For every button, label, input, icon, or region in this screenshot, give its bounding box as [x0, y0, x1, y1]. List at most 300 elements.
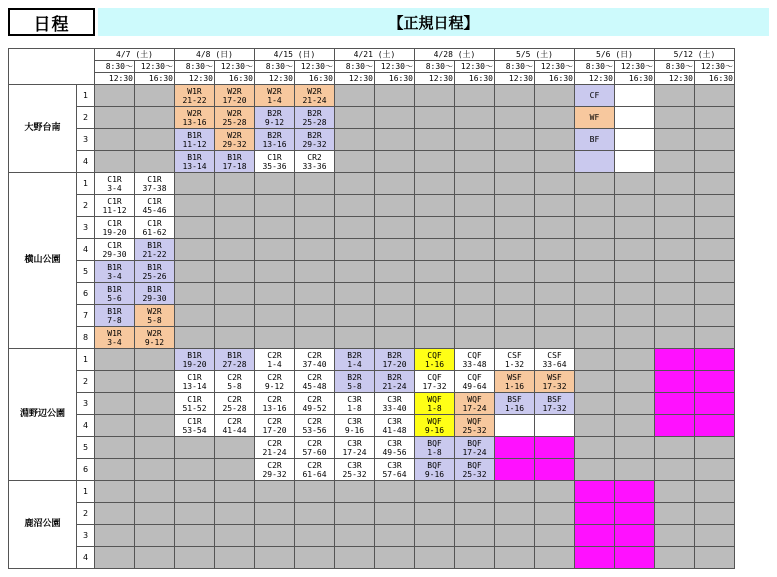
- match-code: BF: [589, 135, 600, 144]
- schedule-cell: [335, 327, 375, 349]
- match-code: W2R: [147, 306, 162, 316]
- schedule-cell: [95, 173, 135, 195]
- time-slot-header: 12:30〜: [535, 61, 575, 73]
- schedule-cell: [495, 85, 535, 107]
- schedule-cell: [655, 151, 695, 173]
- match-numbers: 29-32: [222, 139, 247, 149]
- court-number: 4: [77, 415, 95, 437]
- schedule-cell: [95, 239, 135, 261]
- schedule-cell: [655, 503, 695, 525]
- schedule-cell: [335, 305, 375, 327]
- schedule-cell: [415, 173, 455, 195]
- schedule-cell: [255, 151, 295, 173]
- match-numbers: 45-46: [142, 205, 167, 215]
- schedule-cell: [455, 261, 495, 283]
- match-code: C1R: [187, 416, 202, 426]
- schedule-cell: [655, 217, 695, 239]
- schedule-cell: [255, 459, 295, 481]
- schedule-cell: [255, 261, 295, 283]
- schedule-cell: [215, 415, 255, 437]
- schedule-cell: [495, 305, 535, 327]
- schedule-cell: [455, 283, 495, 305]
- schedule-cell: [295, 547, 335, 569]
- schedule-cell: [335, 503, 375, 525]
- schedule-cell: [175, 107, 215, 129]
- schedule-cell: [375, 261, 415, 283]
- schedule-cell: [215, 151, 255, 173]
- schedule-cell: [415, 525, 455, 547]
- schedule-cell: [455, 459, 495, 481]
- match-numbers: 17-24: [462, 403, 487, 413]
- schedule-cell: [535, 393, 575, 415]
- schedule-cell: [175, 195, 215, 217]
- schedule-cell: [215, 371, 255, 393]
- schedule-cell: [415, 415, 455, 437]
- court-number: 2: [77, 371, 95, 393]
- date-header: 5/6 (日): [575, 49, 655, 61]
- match-code: WQF: [467, 416, 482, 426]
- schedule-cell: [615, 173, 655, 195]
- match-code: B2R: [387, 350, 402, 360]
- match-numbers: 17-20: [222, 95, 247, 105]
- schedule-cell: [575, 305, 615, 327]
- schedule-cell: [615, 481, 655, 503]
- schedule-cell: [455, 481, 495, 503]
- match-numbers: 1-8: [347, 403, 362, 413]
- table-row: [9, 217, 735, 239]
- time-slot-header: 12:30〜: [455, 61, 495, 73]
- time-slot-header: 12:30〜: [295, 61, 335, 73]
- match-code: C2R: [227, 416, 242, 426]
- match-code: WQF: [427, 394, 442, 404]
- schedule-cell: [95, 129, 135, 151]
- schedule-cell: [335, 371, 375, 393]
- schedule-cell: [655, 415, 695, 437]
- schedule-cell: [255, 305, 295, 327]
- schedule-cell: [135, 261, 175, 283]
- schedule-cell: [335, 217, 375, 239]
- match-numbers: 9-12: [264, 117, 285, 127]
- schedule-cell: [455, 217, 495, 239]
- schedule-cell: [495, 525, 535, 547]
- match-numbers: 45-48: [302, 381, 327, 391]
- court-number: 2: [77, 195, 95, 217]
- match-numbers: 25-28: [222, 403, 247, 413]
- match-numbers: 57-60: [302, 447, 327, 457]
- table-row: [9, 283, 735, 305]
- time-slot-header: 8:30〜: [415, 61, 455, 73]
- schedule-cell: [95, 327, 135, 349]
- match-code: CQF: [467, 372, 482, 382]
- match-code: BQF: [427, 460, 442, 470]
- schedule-cell: [215, 459, 255, 481]
- schedule-cell: [375, 503, 415, 525]
- schedule-cell: [575, 327, 615, 349]
- match-code: B1R: [147, 240, 162, 250]
- match-code: CSF: [507, 350, 522, 360]
- match-code: C2R: [307, 394, 322, 404]
- schedule-cell: [535, 415, 575, 437]
- schedule-cell: [655, 481, 695, 503]
- schedule-cell: [335, 283, 375, 305]
- schedule-cell: [135, 85, 175, 107]
- schedule-cell: [535, 195, 575, 217]
- match-numbers: 17-24: [342, 447, 367, 457]
- match-code: B1R: [227, 152, 242, 162]
- match-numbers: 5-8: [227, 381, 242, 391]
- match-numbers: 1-16: [424, 359, 445, 369]
- schedule-cell: [295, 393, 335, 415]
- schedule-cell: [215, 437, 255, 459]
- match-numbers: 25-32: [462, 469, 487, 479]
- table-row: [9, 437, 735, 459]
- match-code: BQF: [467, 438, 482, 448]
- schedule-cell: [215, 305, 255, 327]
- schedule-cell: [335, 261, 375, 283]
- time-slot-header: 16:30: [535, 73, 575, 85]
- match-code: W2R: [227, 108, 242, 118]
- schedule-cell: [695, 371, 735, 393]
- schedule-cell: [495, 547, 535, 569]
- match-numbers: 35-36: [262, 161, 287, 171]
- schedule-cell: [135, 525, 175, 547]
- schedule-cell: [175, 217, 215, 239]
- schedule-cell: [575, 195, 615, 217]
- match-code: C1R: [187, 372, 202, 382]
- schedule-cell: [335, 107, 375, 129]
- schedule-cell: [495, 261, 535, 283]
- match-code: W1R: [107, 328, 122, 338]
- match-numbers: 3-4: [107, 271, 122, 281]
- match-code: C3R: [347, 438, 362, 448]
- page-title: 日程: [8, 8, 95, 36]
- time-slot-header: 12:30: [175, 73, 215, 85]
- schedule-cell: [575, 371, 615, 393]
- schedule-cell: [695, 85, 735, 107]
- schedule-cell: [415, 393, 455, 415]
- schedule-cell: [535, 151, 575, 173]
- schedule-cell: [695, 349, 735, 371]
- match-code: B1R: [147, 284, 162, 294]
- schedule-cell: [575, 239, 615, 261]
- table-row: [9, 349, 735, 371]
- time-slot-header: 16:30: [455, 73, 495, 85]
- schedule-cell: [655, 283, 695, 305]
- match-numbers: 49-64: [462, 381, 487, 391]
- schedule-cell: [495, 349, 535, 371]
- match-code: C2R: [307, 372, 322, 382]
- match-numbers: 19-20: [102, 227, 127, 237]
- match-code: B1R: [187, 350, 202, 360]
- schedule-cell: [215, 129, 255, 151]
- schedule-cell: [695, 261, 735, 283]
- time-slot-header: 12:30: [655, 73, 695, 85]
- schedule-cell: [695, 415, 735, 437]
- schedule-cell: [415, 283, 455, 305]
- schedule-cell: [495, 459, 535, 481]
- schedule-cell: [415, 151, 455, 173]
- schedule-cell: [495, 503, 535, 525]
- schedule-cell: [575, 503, 615, 525]
- match-code: B1R: [107, 306, 122, 316]
- schedule-cell: [95, 305, 135, 327]
- schedule-cell: [335, 437, 375, 459]
- court-number: 4: [77, 547, 95, 569]
- schedule-cell: [135, 481, 175, 503]
- schedule-cell: [495, 173, 535, 195]
- schedule-cell: [415, 371, 455, 393]
- court-number: 3: [77, 217, 95, 239]
- match-code: CR2: [307, 152, 322, 162]
- schedule-cell: [295, 371, 335, 393]
- schedule-cell: [535, 129, 575, 151]
- match-numbers: 1-4: [267, 359, 282, 369]
- schedule-cell: [295, 503, 335, 525]
- schedule-cell: [375, 371, 415, 393]
- schedule-cell: [375, 481, 415, 503]
- schedule-cell: [95, 525, 135, 547]
- schedule-cell: [335, 415, 375, 437]
- schedule-cell: [375, 239, 415, 261]
- time-slot-header: 16:30: [695, 73, 735, 85]
- match-numbers: 17-24: [462, 447, 487, 457]
- schedule-cell: [455, 393, 495, 415]
- schedule-cell: [495, 393, 535, 415]
- schedule-cell: [495, 239, 535, 261]
- schedule-cell: [215, 327, 255, 349]
- schedule-cell: [615, 239, 655, 261]
- table-row: [9, 261, 735, 283]
- schedule-cell: [175, 349, 215, 371]
- schedule-cell: [255, 129, 295, 151]
- schedule-cell: [375, 415, 415, 437]
- schedule-cell: [455, 305, 495, 327]
- table-row: [9, 547, 735, 569]
- match-numbers: 13-14: [182, 161, 207, 171]
- schedule-cell: [695, 327, 735, 349]
- schedule-cell: [415, 547, 455, 569]
- schedule-cell: [375, 283, 415, 305]
- time-slot-header: 12:30〜: [215, 61, 255, 73]
- match-numbers: 1-16: [504, 403, 525, 413]
- court-number: 1: [77, 173, 95, 195]
- schedule-cell: [615, 129, 655, 151]
- schedule-cell: [615, 327, 655, 349]
- schedule-header-banner: 【正規日程】: [98, 8, 769, 36]
- schedule-cell: [295, 261, 335, 283]
- schedule-cell: [495, 283, 535, 305]
- schedule-cell: [535, 525, 575, 547]
- schedule-cell: [455, 525, 495, 547]
- schedule-cell: [415, 239, 455, 261]
- match-numbers: 33-48: [462, 359, 487, 369]
- schedule-cell: [615, 503, 655, 525]
- match-code: W2R: [187, 108, 202, 118]
- match-numbers: 61-64: [302, 469, 327, 479]
- match-code: WQF: [427, 416, 442, 426]
- match-code: WF: [589, 113, 600, 122]
- table-row: [9, 327, 735, 349]
- schedule-cell: [135, 283, 175, 305]
- time-slot-header: 12:30〜: [135, 61, 175, 73]
- match-numbers: 17-20: [262, 425, 287, 435]
- match-numbers: 1-16: [504, 381, 525, 391]
- schedule-cell: [455, 85, 495, 107]
- time-slot-header: 8:30〜: [95, 61, 135, 73]
- schedule-cell: [295, 107, 335, 129]
- schedule-cell: [135, 459, 175, 481]
- match-code: W2R: [227, 86, 242, 96]
- match-code: C3R: [387, 394, 402, 404]
- match-code: C2R: [307, 416, 322, 426]
- schedule-cell: [415, 129, 455, 151]
- match-code: C3R: [347, 460, 362, 470]
- schedule-cell: [295, 415, 335, 437]
- schedule-cell: [575, 547, 615, 569]
- schedule-cell: [655, 239, 695, 261]
- match-numbers: 29-32: [262, 469, 287, 479]
- schedule-cell: [175, 151, 215, 173]
- schedule-cell: [375, 547, 415, 569]
- schedule-cell: [255, 283, 295, 305]
- time-slot-header: 12:30: [95, 73, 135, 85]
- schedule-cell: [615, 107, 655, 129]
- match-code: WSF: [547, 372, 562, 382]
- schedule-cell: [95, 415, 135, 437]
- time-slot-header: 8:30〜: [575, 61, 615, 73]
- match-code: C1R: [147, 218, 162, 228]
- schedule-cell: [255, 195, 295, 217]
- schedule-cell: [495, 327, 535, 349]
- schedule-cell: [615, 305, 655, 327]
- time-slot-header: 16:30: [135, 73, 175, 85]
- schedule-cell: [295, 437, 335, 459]
- court-number: 2: [77, 503, 95, 525]
- schedule-cell: [295, 327, 335, 349]
- schedule-cell: [175, 239, 215, 261]
- schedule-cell: [295, 151, 335, 173]
- time-slot-header: 12:30〜: [695, 61, 735, 73]
- schedule-cell: [175, 459, 215, 481]
- match-code: C1R: [147, 174, 162, 184]
- schedule-cell: [95, 85, 135, 107]
- schedule-cell: [535, 283, 575, 305]
- schedule-cell: [375, 327, 415, 349]
- schedule-cell: [655, 327, 695, 349]
- schedule-cell: [375, 525, 415, 547]
- venue-name: 淵野辺公園: [9, 349, 77, 481]
- match-code: W2R: [267, 86, 282, 96]
- schedule-cell: [615, 261, 655, 283]
- schedule-cell: [415, 217, 455, 239]
- match-numbers: 5-6: [107, 293, 122, 303]
- schedule-cell: [495, 151, 535, 173]
- schedule-cell: [535, 481, 575, 503]
- match-numbers: 21-22: [142, 249, 167, 259]
- schedule-cell: [615, 547, 655, 569]
- schedule-cell: [375, 349, 415, 371]
- schedule-cell: [135, 349, 175, 371]
- schedule-cell: [375, 107, 415, 129]
- corner-cell: [9, 49, 95, 85]
- schedule-cell: [135, 437, 175, 459]
- match-code: C2R: [267, 416, 282, 426]
- schedule-cell: [375, 217, 415, 239]
- schedule-cell: [535, 239, 575, 261]
- schedule-cell: [95, 393, 135, 415]
- match-numbers: 53-56: [302, 425, 327, 435]
- match-numbers: 1-4: [267, 95, 282, 105]
- schedule-cell: [95, 349, 135, 371]
- schedule-cell: [215, 525, 255, 547]
- schedule-cell: [175, 547, 215, 569]
- schedule-cell: [375, 85, 415, 107]
- schedule-cell: [535, 503, 575, 525]
- schedule-cell: [215, 107, 255, 129]
- match-numbers: 53-54: [182, 425, 207, 435]
- match-numbers: 29-30: [102, 249, 127, 259]
- schedule-cell: [255, 415, 295, 437]
- schedule-cell: [575, 173, 615, 195]
- schedule-cell: [335, 547, 375, 569]
- schedule-cell: [375, 437, 415, 459]
- match-code: B1R: [187, 152, 202, 162]
- schedule-cell: [95, 217, 135, 239]
- schedule-cell: [175, 327, 215, 349]
- table-row: [9, 481, 735, 503]
- match-code: WQF: [467, 394, 482, 404]
- schedule-cell: [135, 415, 175, 437]
- schedule-cell: [495, 371, 535, 393]
- match-numbers: 13-16: [262, 139, 287, 149]
- match-numbers: 13-16: [262, 403, 287, 413]
- schedule-cell: [575, 437, 615, 459]
- schedule-cell: [415, 481, 455, 503]
- match-code: C3R: [387, 438, 402, 448]
- match-code: C1R: [107, 240, 122, 250]
- schedule-cell: [255, 327, 295, 349]
- schedule-cell: [335, 151, 375, 173]
- match-numbers: 9-12: [264, 381, 285, 391]
- match-numbers: 17-18: [222, 161, 247, 171]
- schedule-cell: [335, 481, 375, 503]
- schedule-cell: [295, 129, 335, 151]
- schedule-cell: [455, 129, 495, 151]
- schedule-cell: [695, 195, 735, 217]
- schedule-cell: [615, 371, 655, 393]
- time-slot-header: 8:30〜: [175, 61, 215, 73]
- venue-name: 大野台南: [9, 85, 77, 173]
- match-code: W2R: [147, 328, 162, 338]
- match-code: C1R: [107, 218, 122, 228]
- match-code: C1R: [267, 152, 282, 162]
- match-code: B2R: [387, 372, 402, 382]
- schedule-cell: [535, 107, 575, 129]
- schedule-cell: [415, 503, 455, 525]
- schedule-cell: [95, 107, 135, 129]
- schedule-cell: [695, 481, 735, 503]
- schedule-cell: [255, 107, 295, 129]
- schedule-cell: [655, 173, 695, 195]
- schedule-cell: [695, 107, 735, 129]
- schedule-cell: [535, 85, 575, 107]
- time-slot-header: 16:30: [375, 73, 415, 85]
- schedule-cell: [95, 151, 135, 173]
- match-numbers: 25-32: [462, 425, 487, 435]
- schedule-cell: [135, 503, 175, 525]
- court-number: 1: [77, 481, 95, 503]
- match-numbers: 49-56: [382, 447, 407, 457]
